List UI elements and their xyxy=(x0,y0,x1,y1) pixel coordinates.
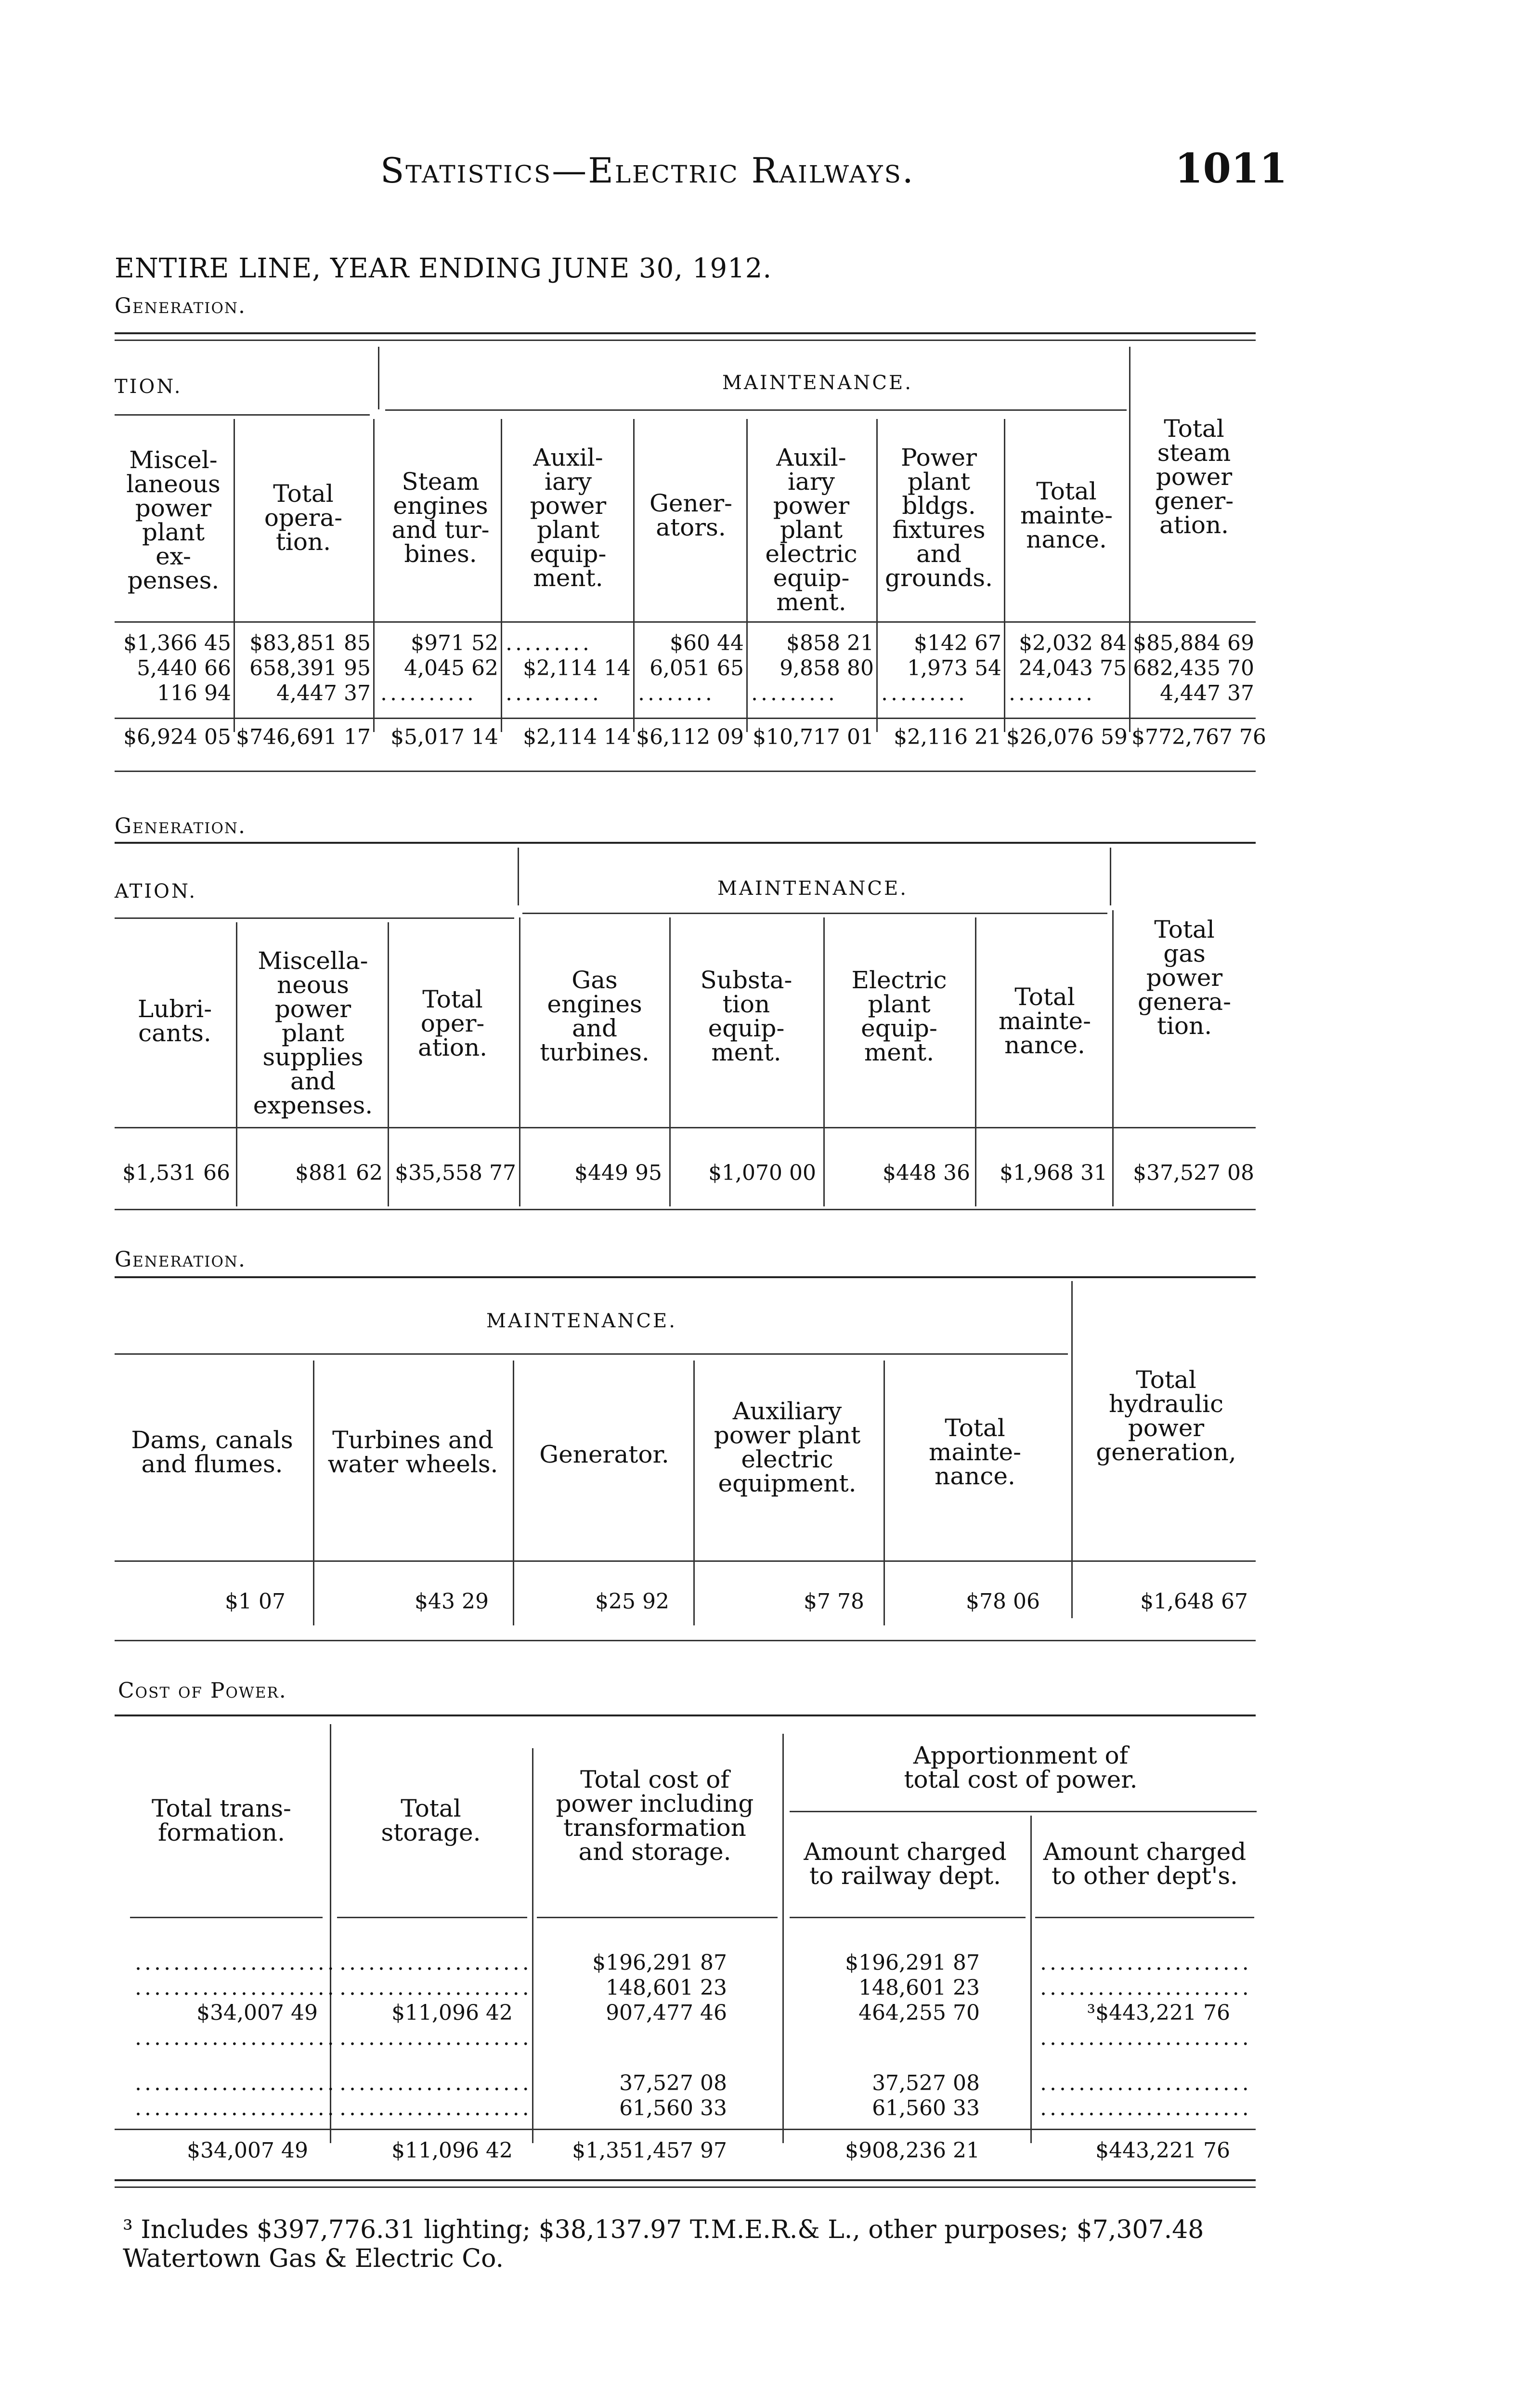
col-header-power-plant-bldgs: Power plant bldgs. fixtures and grounds. xyxy=(885,444,993,592)
divider xyxy=(115,2179,1256,2181)
group-rule xyxy=(522,913,1107,914)
col-header-misc-supplies: Miscella- neous power plant supplies and expenses. xyxy=(253,947,373,1119)
dot-leader: ...................... xyxy=(1040,2026,1252,2050)
group-rule xyxy=(790,1811,1257,1812)
col-header-total-maintenance: Total mainte- nance. xyxy=(1020,477,1113,553)
dot-leader: ..................... xyxy=(135,1950,337,1975)
total-cost-group-1: $196,291 87 148,601 23 907,477 46 xyxy=(592,1950,727,2025)
header-rule xyxy=(790,1917,1026,1918)
col-header-total-maintenance: Total mainte- nance. xyxy=(999,983,1091,1059)
col-header-turbines: Turbines and water wheels. xyxy=(327,1426,498,1478)
col-rule xyxy=(532,1748,533,2143)
dot-leader: ..................... xyxy=(135,2096,337,2120)
header-rule xyxy=(337,1917,527,1918)
gas-lubricants-value: $1,531 66 xyxy=(122,1161,230,1185)
col-rule xyxy=(669,917,671,1206)
divider xyxy=(115,842,1256,844)
steam-total-cell: $2,116 21 xyxy=(894,725,1001,749)
gas-section-title: Generation. xyxy=(115,814,247,838)
hydraulic-maintenance-group: MAINTENANCE. xyxy=(486,1310,677,1332)
gas-total-value: $37,527 08 xyxy=(1133,1161,1254,1185)
dot-leader: ...................... xyxy=(1040,2071,1252,2095)
col-header-aux-electric: Auxil- iary power plant electric equip- ment. xyxy=(765,444,857,616)
col-header-electric-plant: Electric plant equip- ment. xyxy=(851,966,947,1066)
col-rule xyxy=(1129,347,1130,732)
steam-total-maint-values: $2,032 84 24,043 75 xyxy=(1019,631,1127,681)
divider xyxy=(115,1714,1256,1716)
col-rule xyxy=(1110,848,1111,905)
hydraulic-generator-value: $25 92 xyxy=(595,1589,669,1614)
steam-total-cell: $746,691 17 xyxy=(236,725,371,749)
col-header-transformation: Total trans- formation. xyxy=(152,1794,291,1846)
gas-substation-value: $1,070 00 xyxy=(708,1161,816,1185)
page-number: 1011 xyxy=(1175,144,1287,192)
col-rule xyxy=(1004,419,1005,732)
divider xyxy=(115,332,1256,334)
header-rule xyxy=(1035,1917,1254,1918)
steam-section-title: Generation. xyxy=(115,294,247,318)
col-header-aux-equipment: Auxil- iary power plant equip- ment. xyxy=(530,444,607,592)
gas-total-maint-value: $1,968 31 xyxy=(1000,1161,1107,1185)
col-rule xyxy=(1071,1281,1073,1618)
total-cost-group-2: 37,527 08 61,560 33 xyxy=(619,2071,727,2120)
col-rule xyxy=(513,1361,514,1625)
divider xyxy=(115,771,1256,772)
col-header-storage: Total storage. xyxy=(381,1794,481,1846)
gas-maintenance-group: MAINTENANCE. xyxy=(717,877,908,900)
group-rule xyxy=(385,409,1127,411)
steam-total-cell: $6,924 05 xyxy=(123,725,231,749)
steam-engines-values: $971 52 4,045 62 xyxy=(404,631,498,681)
col-rule xyxy=(746,419,748,732)
dot-leader: ..................... xyxy=(135,2026,337,2050)
dot-leader: .................... xyxy=(339,2071,532,2095)
col-rule xyxy=(876,419,878,732)
col-rule xyxy=(313,1361,314,1625)
cost-section-title: Cost of Power. xyxy=(118,1678,287,1703)
steam-total-values: $85,884 69 682,435 70 4,447 37 xyxy=(1133,631,1254,706)
col-header-total-operation: Total opera- tion. xyxy=(264,480,343,556)
col-header-aux-electric: Auxiliary power plant electric equipment. xyxy=(714,1397,861,1497)
col-header-railway: Amount charged to railway dept. xyxy=(804,1838,1007,1890)
col-header-misc-expenses: Miscel- laneous power plant ex- penses. xyxy=(126,446,221,594)
railway-group-1: $196,291 87 148,601 23 464,255 70 xyxy=(845,1950,980,2025)
storage-value: $11,096 42 xyxy=(391,2001,513,2025)
dot-leader: ..................... xyxy=(135,1976,337,2000)
divider xyxy=(115,340,1256,341)
gas-left-group: ATION. xyxy=(115,880,197,903)
header-rule xyxy=(130,1917,323,1918)
col-rule xyxy=(388,922,389,1206)
col-rule xyxy=(883,1361,885,1625)
col-rule xyxy=(378,347,379,409)
col-rule xyxy=(373,419,375,732)
col-rule xyxy=(693,1361,695,1625)
dot-leader: ......... xyxy=(881,681,968,706)
group-rule xyxy=(115,414,370,416)
col-header-generator: Generator. xyxy=(539,1440,669,1468)
dot-leader: ........ xyxy=(638,681,715,706)
dot-leader: .......... xyxy=(506,681,602,706)
dot-leader: ......... xyxy=(1009,681,1095,706)
col-rule xyxy=(633,419,635,732)
divider xyxy=(115,1209,1256,1210)
steam-left-group: TION. xyxy=(115,376,182,398)
col-header-total-hydraulic: Total hydraulic power generation, xyxy=(1096,1366,1236,1466)
col-rule xyxy=(975,917,976,1206)
gas-misc-value: $881 62 xyxy=(295,1161,383,1185)
dot-leader: .................... xyxy=(339,2026,532,2050)
footnote: ³ Includes $397,776.31 lighting; $38,137.97 T.M.E.R.& L., other purposes; $7,307.48 Watertown Gas & Electric Co. xyxy=(123,2215,1204,2273)
col-header-total-steam: Total steam power gener- ation. xyxy=(1154,415,1234,539)
cost-total-cell: $908,236 21 xyxy=(845,2138,980,2163)
steam-total-cell: $2,114 14 xyxy=(523,725,631,749)
col-header-total-cost: Total cost of power including transformation and storage. xyxy=(556,1766,754,1866)
dot-leader: ...................... xyxy=(1040,1976,1252,2000)
gas-engines-value: $449 95 xyxy=(574,1161,662,1185)
dot-leader: .................... xyxy=(339,2096,532,2120)
col-rule xyxy=(519,917,520,1206)
totals-rule xyxy=(115,2129,1256,2130)
col-rule xyxy=(823,917,825,1206)
hydraulic-dams-value: $1 07 xyxy=(225,1589,286,1614)
hydraulic-total-maint-value: $78 06 xyxy=(966,1589,1040,1614)
divider xyxy=(115,1276,1256,1278)
steam-bldgs-values: $142 67 1,973 54 xyxy=(907,631,1001,681)
dot-leader: ...................... xyxy=(1040,1950,1252,1975)
col-rule xyxy=(234,419,235,732)
col-rule xyxy=(782,1734,784,2143)
group-rule xyxy=(115,917,514,919)
group-rule xyxy=(115,1353,1068,1355)
transformation-value: $34,007 49 xyxy=(196,2001,318,2025)
cost-total-cell: $443,221 76 xyxy=(1095,2138,1230,2163)
header-rule xyxy=(115,621,1256,623)
other-depts-value: ³$443,221 76 xyxy=(1087,2001,1230,2025)
hydraulic-turbines-value: $43 29 xyxy=(415,1589,489,1614)
col-header-substation: Substa- tion equip- ment. xyxy=(700,966,792,1066)
col-rule xyxy=(236,922,237,1206)
dot-leader: .......... xyxy=(380,681,477,706)
col-header-total-gas: Total gas power genera- tion. xyxy=(1138,916,1231,1040)
totals-rule xyxy=(115,718,1256,719)
dot-leader: ......... xyxy=(506,631,592,655)
col-rule xyxy=(1112,910,1114,1206)
steam-misc-values: $1,366 45 5,440 66 116 94 xyxy=(123,631,231,706)
gas-total-op-value: $35,558 77 xyxy=(395,1161,516,1185)
running-title: Statistics—Electric Railways. xyxy=(380,150,915,191)
railway-group-2: 37,527 08 61,560 33 xyxy=(872,2071,980,2120)
col-rule xyxy=(1030,1816,1032,2143)
steam-aux-electric-values: $858 21 9,858 80 xyxy=(779,631,874,681)
divider xyxy=(115,2186,1256,2188)
steam-total-cell: $772,767 76 xyxy=(1131,725,1266,749)
hydraulic-section-title: Generation. xyxy=(115,1247,247,1272)
header-rule xyxy=(115,1127,1256,1128)
cost-total-cell: $1,351,457 97 xyxy=(572,2138,727,2163)
col-rule xyxy=(518,848,519,905)
col-header-gas-engines: Gas engines and turbines. xyxy=(540,966,650,1066)
cost-total-cell: $34,007 49 xyxy=(187,2138,308,2163)
steam-total-cell: $10,717 01 xyxy=(753,725,874,749)
gas-electric-value: $448 36 xyxy=(883,1161,970,1185)
col-header-lubricants: Lubri- cants. xyxy=(137,995,212,1047)
table-subtitle: ENTIRE LINE, YEAR ENDING JUNE 30, 1912. xyxy=(115,253,772,284)
steam-total-cell: $26,076 59 xyxy=(1006,725,1128,749)
col-header-total-maintenance: Total mainte- nance. xyxy=(929,1414,1021,1490)
col-header-other-depts: Amount charged to other dept's. xyxy=(1043,1838,1247,1890)
col-rule xyxy=(501,419,502,732)
header-rule xyxy=(537,1917,778,1918)
cost-total-cell: $11,096 42 xyxy=(391,2138,513,2163)
steam-generator-values: $60 44 6,051 65 xyxy=(650,631,744,681)
steam-total-op-values: $83,851 85 658,391 95 4,447 37 xyxy=(249,631,371,706)
divider xyxy=(115,1640,1256,1641)
steam-aux-equip-values: $2,114 14 xyxy=(523,656,631,681)
header-rule xyxy=(115,1560,1256,1562)
dot-leader: ...................... xyxy=(1040,2096,1252,2120)
col-header-apportionment: Apportionment of total cost of power. xyxy=(904,1741,1138,1793)
col-header-total-operation: Total oper- ation. xyxy=(417,985,488,1061)
steam-total-cell: $5,017 14 xyxy=(390,725,498,749)
dot-leader: ......... xyxy=(751,681,838,706)
col-header-dams: Dams, canals and flumes. xyxy=(131,1426,293,1478)
steam-maintenance-group: MAINTENANCE. xyxy=(722,372,913,394)
hydraulic-aux-value: $7 78 xyxy=(804,1589,864,1614)
dot-leader: .................... xyxy=(339,1976,532,2000)
dot-leader: .................... xyxy=(339,1950,532,1975)
col-header-steam-engines: Steam engines and tur- bines. xyxy=(391,468,490,568)
hydraulic-total-value: $1,648 67 xyxy=(1140,1589,1248,1614)
col-header-generators: Gener- ators. xyxy=(649,489,733,541)
dot-leader: ..................... xyxy=(135,2071,337,2095)
steam-total-cell: $6,112 09 xyxy=(636,725,744,749)
